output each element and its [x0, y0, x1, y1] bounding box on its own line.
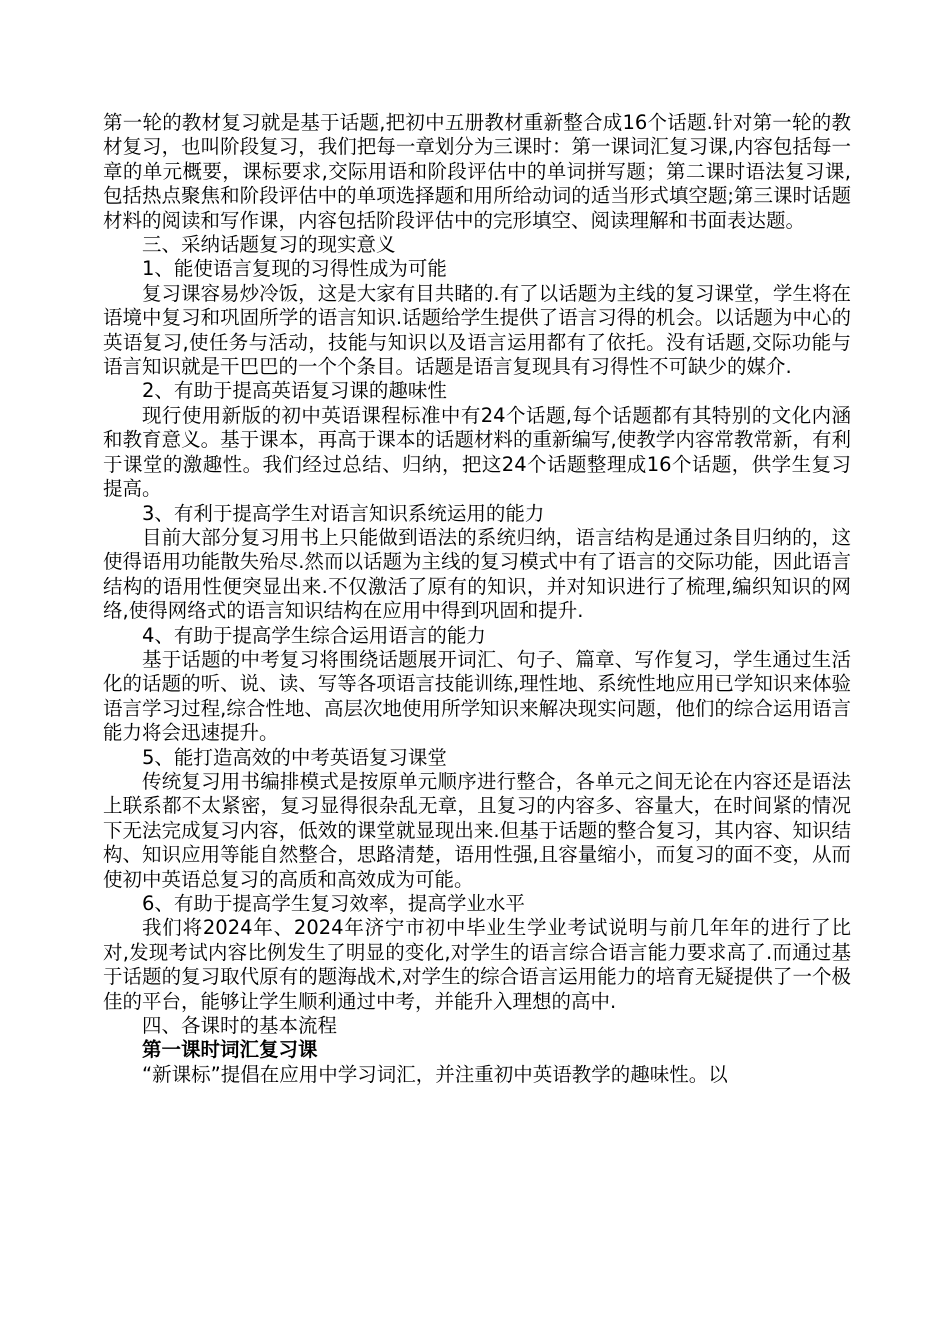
subheading-4: 4、有助于提高学生综合运用语言的能力 — [142, 623, 486, 647]
subheading-1: 1、能使语言复现的习得性成为可能 — [142, 257, 447, 281]
section-heading-3: 三、采纳话题复习的现实意义 — [142, 233, 396, 257]
paragraph-6: 我们将2024年、2024年济宁市初中毕业生学业考试说明与前几年年的进行了比对,发现考试内容比例发生了明显的变化,对学生的语言综合语言能力要求高了.而通过基于话题的复习取代原有的题海战术,对学生的综合语言运用能力的培育无疑提供了一个极佳的平台，能够让学生顺利通过中考，并能升入理想的高中. — [103, 916, 851, 1013]
paragraph-3: 目前大部分复习用书上只能做到语法的系统归纳，语言结构是通过条目归纳的，这使得语用功能散失殆尽.然而以话题为主线的复习模式中有了语言的交际功能，因此语言结构的语用性便突显出来.不仅激活了原有的知识，并对知识进行了梳理,编织知识的网络,使得网络式的语言知识结构在应用中得到巩固和提升. — [103, 525, 851, 623]
section-heading-4: 四、各课时的基本流程 — [142, 1014, 338, 1038]
paragraph-2: 现行使用新版的初中英语课程标准中有24个话题,每个话题都有其特别的文化内涵和教育意义。基于课本，再高于课本的话题材料的重新编写,使教学内容常教常新，有利于课堂的激趣性。我们经过总结、归纳，把这24个话题整理成16个话题，供学生复习提高。 — [103, 403, 851, 501]
paragraph-intro: 第一轮的教材复习就是基于话题,把初中五册教材重新整合成16个话题.针对第一轮的教材复习，也叫阶段复习，我们把每一章划分为三课时：第一课词汇复习课,内容包括每一章的单元概要，课标要求,交际用语和阶段评估中的单词拼写题；第二课时语法复习课,包括热点聚焦和阶段评估中的单项选择题和用所给动词的适当形式填空题;第三课时话题材料的阅读和写作课，内容包括阶段评估中的完形填空、阅读理解和书面表达题。 — [103, 111, 851, 232]
document-body — [103, 111, 851, 1087]
subheading-6: 6、有助于提高学生复习效率，提高学业水平 — [142, 892, 525, 915]
paragraph-7: “新课标”提倡在应用中学习词汇，并注重初中英语教学的趣味性。以 — [142, 1062, 728, 1086]
subheading-2: 2、有助于提高英语复习课的趣味性 — [142, 379, 447, 403]
lesson-heading-vocabulary: 第一课时词汇复习课 — [142, 1038, 318, 1062]
subheading-3: 3、有利于提高学生对语言知识系统运用的能力 — [142, 501, 545, 525]
paragraph-5: 传统复习用书编排模式是按原单元顺序进行整合，各单元之间无论在内容还是语法上联系都不太紧密，复习显得很杂乱无章，且复习的内容多、容量大，在时间紧的情况下无法完成复习内容，低效的课堂就显现出来.但基于话题的整合复习，其内容、知识结构、知识应用等能自然整合，思路清楚，语用性强,且容量缩小，而复习的面不变，从而使初中英语总复习的高质和高效成为可能。 — [103, 769, 851, 891]
subheading-5: 5、能打造高效的中考英语复习课堂 — [142, 745, 447, 769]
paragraph-4: 基于话题的中考复习将围绕话题展开词汇、句子、篇章、写作复习，学生通过生活化的话题的听、说、读、写等各项语言技能训练,理性地、系统性地应用已学知识来体验语言学习过程,综合性地、高层次地使用所学知识来解决现实问题，他们的综合运用语言能力将会迅速提升。 — [103, 647, 851, 745]
paragraph-1: 复习课容易炒冷饭，这是大家有目共睹的.有了以话题为主线的复习课堂，学生将在语境中复习和巩固所学的语言知识.话题给学生提供了语言习得的机会。以话题为中心的英语复习,使任务与活动，技能与知识以及语言运用都有了依托。没有话题,交际功能与语言知识就是干巴巴的一个个条目。话题是语言复现具有习得性不可缺少的媒介. — [103, 281, 851, 379]
